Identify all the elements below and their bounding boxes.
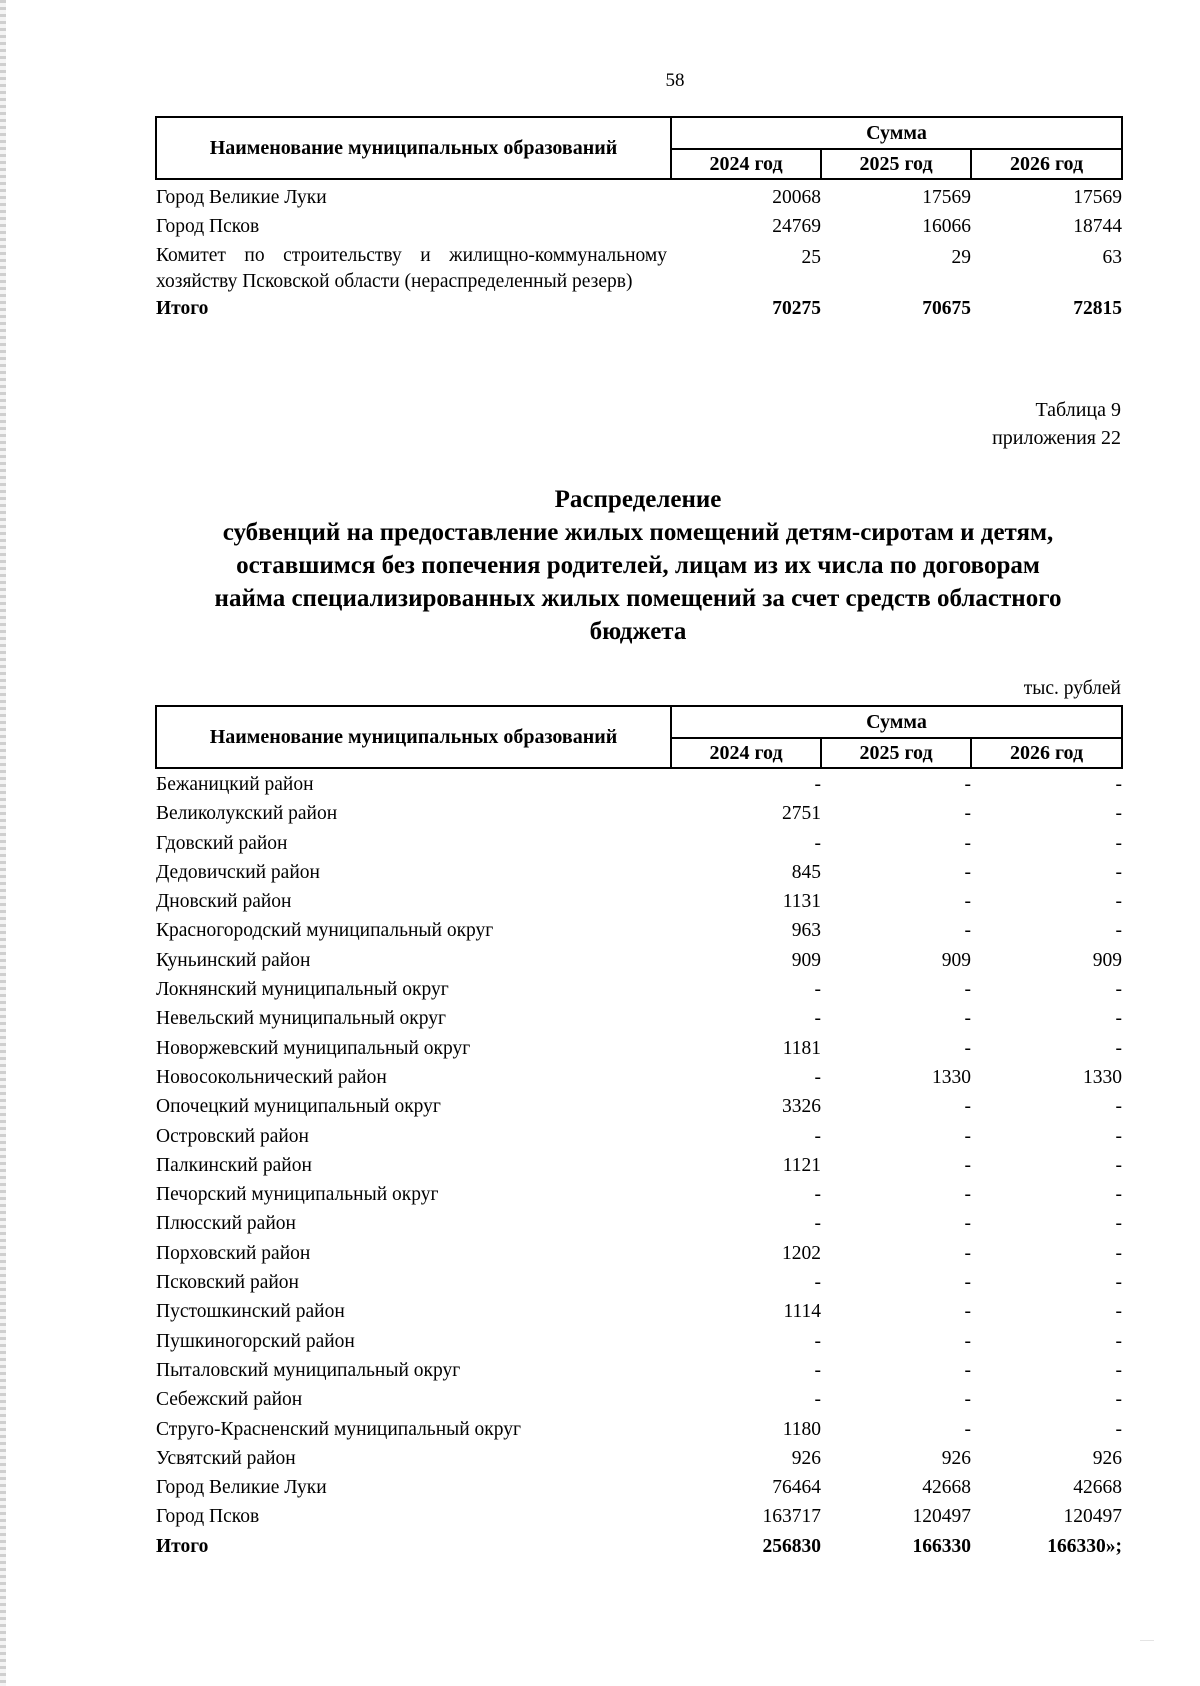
- row-name: Струго-Красненский муниципальный округ: [156, 1418, 522, 1440]
- column-header-2026: 2026 год: [971, 738, 1122, 768]
- value-2025: -: [964, 1008, 971, 1030]
- row-name: Новосокольнический район: [156, 1066, 387, 1088]
- column-header-2026: 2026 год: [971, 149, 1122, 179]
- value-2026: 18744: [1073, 216, 1123, 237]
- value-2024: -: [814, 832, 821, 854]
- row-name: Красногородский муниципальный округ: [156, 920, 494, 942]
- allocation-table-9: [155, 705, 1123, 1561]
- value-2026: -: [1115, 920, 1123, 942]
- row-name: Дновский район: [156, 891, 292, 913]
- value-2026: 926: [1092, 1447, 1123, 1469]
- value-2025: -: [964, 1154, 971, 1176]
- value-2026: -: [1115, 1184, 1123, 1206]
- table-row: [156, 1473, 1122, 1502]
- column-header-sum: Сумма: [671, 706, 1122, 738]
- table-row: [156, 858, 1122, 887]
- total-2024: 256830: [762, 1535, 821, 1557]
- document-title: [150, 483, 1126, 648]
- column-header-2025: 2025 год: [821, 738, 971, 768]
- value-2026: -: [1115, 1154, 1123, 1176]
- row-name: Псковский район: [156, 1272, 299, 1294]
- value-2024: 3326: [782, 1096, 821, 1118]
- value-2025: -: [964, 1184, 971, 1206]
- row-name: Печорский муниципальный округ: [156, 1184, 439, 1206]
- value-2026: 909: [1092, 949, 1123, 971]
- row-name: Город Псков: [156, 1506, 260, 1528]
- row-name: Гдовский район: [156, 832, 288, 854]
- value-2024: 1180: [782, 1418, 821, 1440]
- value-2025: -: [964, 774, 971, 795]
- table-row: [156, 1209, 1122, 1238]
- value-2025: -: [964, 1330, 971, 1352]
- table-row: [156, 975, 1122, 1004]
- value-2025: -: [964, 1272, 971, 1294]
- value-2024: -: [814, 1330, 821, 1352]
- value-2025: 29: [951, 247, 971, 268]
- table-row: [156, 887, 1122, 916]
- row-name: Локнянский муниципальный округ: [156, 979, 449, 1001]
- table-row: [156, 212, 1122, 241]
- row-name: Опочецкий муниципальный округ: [156, 1096, 441, 1118]
- value-2025: -: [964, 979, 971, 1001]
- table-body: [156, 768, 1122, 1561]
- table-row: [156, 1385, 1122, 1414]
- value-2026: -: [1115, 1418, 1123, 1440]
- row-name: Великолукский район: [156, 803, 338, 825]
- row-name: Палкинский район: [156, 1154, 312, 1176]
- value-2026: 120497: [1063, 1506, 1123, 1528]
- value-2024: -: [814, 1359, 821, 1381]
- total-2024: 70275: [772, 298, 821, 319]
- table-row: [156, 241, 1122, 294]
- value-2025: 1330: [932, 1066, 971, 1088]
- table-row: [156, 799, 1122, 828]
- row-name: Невельский муниципальный округ: [156, 1008, 447, 1030]
- value-2026: 17569: [1073, 187, 1123, 208]
- value-2024: 2751: [782, 803, 821, 825]
- table-row: [156, 916, 1122, 945]
- value-2024: 163717: [762, 1506, 821, 1528]
- value-2024: -: [814, 1389, 821, 1411]
- title-line: Распределение: [554, 486, 722, 513]
- value-2026: -: [1115, 861, 1123, 883]
- table-row: [156, 1297, 1122, 1326]
- table-row: [156, 1356, 1122, 1385]
- value-2026: -: [1115, 774, 1123, 795]
- value-2024: 845: [791, 861, 821, 883]
- value-2024: 1121: [782, 1154, 821, 1176]
- value-2024: 1131: [782, 891, 821, 913]
- value-2025: 17569: [922, 187, 971, 208]
- title-line: найма специализированных жилых помещений за счет средств областного: [214, 585, 1062, 612]
- value-2024: 25: [801, 247, 821, 268]
- total-label: Итого: [156, 1535, 209, 1557]
- value-2026: -: [1115, 1272, 1123, 1294]
- table-row: [156, 1268, 1122, 1297]
- value-2026: -: [1115, 1389, 1123, 1411]
- value-2024: 1114: [783, 1301, 821, 1323]
- value-2026: 1330: [1083, 1066, 1123, 1088]
- row-name: Порховский район: [156, 1242, 311, 1264]
- column-header-name: Наименование муниципальных образований: [156, 706, 671, 768]
- table-row: [156, 1092, 1122, 1121]
- value-2024: -: [814, 1272, 821, 1294]
- title-line: оставшимся без попечения родителей, лицам из их числа по договорам: [236, 552, 1040, 579]
- value-2026: 42668: [1073, 1477, 1123, 1499]
- row-name: Плюсский район: [156, 1213, 296, 1235]
- table-row: [156, 1415, 1122, 1444]
- table-row: [156, 1502, 1122, 1531]
- value-2025: -: [964, 920, 971, 942]
- value-2025: -: [964, 1301, 971, 1323]
- units-label: тыс. рублей: [1023, 678, 1121, 699]
- value-2025: -: [964, 1389, 971, 1411]
- value-2024: -: [814, 1066, 821, 1088]
- value-2024: -: [814, 1008, 821, 1030]
- row-name: Дедовичский район: [156, 861, 320, 883]
- row-name: Пушкиногорский район: [156, 1330, 355, 1352]
- table-row: [156, 1327, 1122, 1356]
- value-2025: -: [964, 832, 971, 854]
- value-2025: 909: [941, 949, 971, 971]
- row-name: Островский район: [156, 1125, 309, 1147]
- column-header-name: Наименование муниципальных образований: [156, 117, 671, 179]
- value-2025: 120497: [912, 1506, 971, 1528]
- total-2025: 166330: [912, 1535, 971, 1557]
- value-2024: -: [814, 1213, 821, 1235]
- value-2025: -: [964, 803, 971, 825]
- total-label: Итого: [156, 298, 209, 319]
- table-row: [156, 1063, 1122, 1092]
- value-2026: -: [1115, 1359, 1123, 1381]
- column-header-2024: 2024 год: [671, 149, 821, 179]
- table-row: [156, 179, 1122, 212]
- value-2026: -: [1115, 1330, 1123, 1352]
- table-row: [156, 1034, 1122, 1063]
- value-2024: 909: [791, 949, 821, 971]
- scan-edge: [0, 0, 6, 1686]
- value-2025: -: [964, 1037, 971, 1059]
- value-2025: 16066: [922, 216, 971, 237]
- value-2024: 1202: [782, 1242, 821, 1264]
- value-2026: -: [1115, 1037, 1123, 1059]
- value-2026: -: [1115, 1096, 1123, 1118]
- allocation-table-1: [155, 116, 1123, 323]
- table-row: [156, 768, 1122, 799]
- value-2024: -: [814, 979, 821, 1001]
- value-2026: -: [1115, 891, 1123, 913]
- table-row: [156, 946, 1122, 975]
- value-2026: -: [1115, 832, 1123, 854]
- value-2024: 963: [791, 920, 821, 942]
- value-2024: 24769: [772, 216, 821, 237]
- value-2026: 63: [1102, 247, 1123, 268]
- scan-artifact: [1140, 1640, 1154, 1641]
- title-line: субвенций на предоставление жилых помещений детям-сиротам и детям,: [222, 519, 1054, 546]
- value-2025: -: [964, 891, 971, 913]
- value-2025: -: [964, 861, 971, 883]
- table-caption-number: Таблица 9: [1035, 399, 1121, 421]
- value-2025: -: [964, 1213, 971, 1235]
- total-2026: 166330»;: [1047, 1535, 1123, 1557]
- page-number: 58: [665, 70, 685, 91]
- column-header-2025: 2025 год: [821, 149, 971, 179]
- value-2025: -: [964, 1359, 971, 1381]
- row-name: Город Великие Луки: [156, 1477, 327, 1499]
- value-2024: 926: [791, 1447, 821, 1469]
- value-2025: -: [964, 1096, 971, 1118]
- total-row: [156, 1532, 1122, 1561]
- value-2024: -: [814, 1125, 821, 1147]
- value-2026: -: [1115, 1125, 1123, 1147]
- value-2024: 1181: [782, 1037, 821, 1059]
- total-row: [156, 294, 1122, 323]
- table-row: [156, 1151, 1122, 1180]
- row-name: Бежаницкий район: [156, 774, 314, 795]
- value-2025: 926: [941, 1447, 971, 1469]
- row-name: Куньинский район: [156, 949, 311, 971]
- value-2024: 76464: [772, 1477, 821, 1499]
- column-header-2024: 2024 год: [671, 738, 821, 768]
- table-row: [156, 1444, 1122, 1473]
- row-name: Город Великие Луки: [156, 187, 327, 208]
- value-2024: -: [814, 774, 821, 795]
- value-2024: -: [814, 1184, 821, 1206]
- value-2024: 20068: [772, 187, 821, 208]
- table-row: [156, 1122, 1122, 1151]
- value-2025: -: [964, 1125, 971, 1147]
- value-2026: -: [1115, 1242, 1123, 1264]
- title-line: бюджета: [589, 618, 687, 645]
- table-caption-appendix: приложения 22: [992, 427, 1121, 449]
- row-name: Пыталовский муниципальный округ: [156, 1359, 461, 1381]
- value-2026: -: [1115, 1213, 1123, 1235]
- row-name: Пустошкинский район: [156, 1301, 345, 1323]
- table-row: [156, 1180, 1122, 1209]
- total-2025: 70675: [922, 298, 971, 319]
- value-2025: 42668: [922, 1477, 971, 1499]
- row-name: Себежский район: [156, 1389, 303, 1411]
- value-2026: -: [1115, 979, 1123, 1001]
- value-2026: -: [1115, 1301, 1123, 1323]
- table-row: [156, 1239, 1122, 1268]
- row-name: Город Псков: [156, 216, 260, 237]
- row-name: Комитет по строительству и жилищно-коммунальному хозяйству Псковской области (нераспределенный резерв): [156, 245, 667, 292]
- table-row: [156, 829, 1122, 858]
- value-2025: -: [964, 1418, 971, 1440]
- value-2026: -: [1115, 803, 1123, 825]
- row-name: Новоржевский муниципальный округ: [156, 1037, 471, 1059]
- table-row: [156, 1004, 1122, 1033]
- column-header-sum: Сумма: [671, 117, 1122, 149]
- value-2025: -: [964, 1242, 971, 1264]
- total-2026: 72815: [1073, 298, 1123, 319]
- row-name: Усвятский район: [156, 1447, 296, 1469]
- value-2026: -: [1115, 1008, 1123, 1030]
